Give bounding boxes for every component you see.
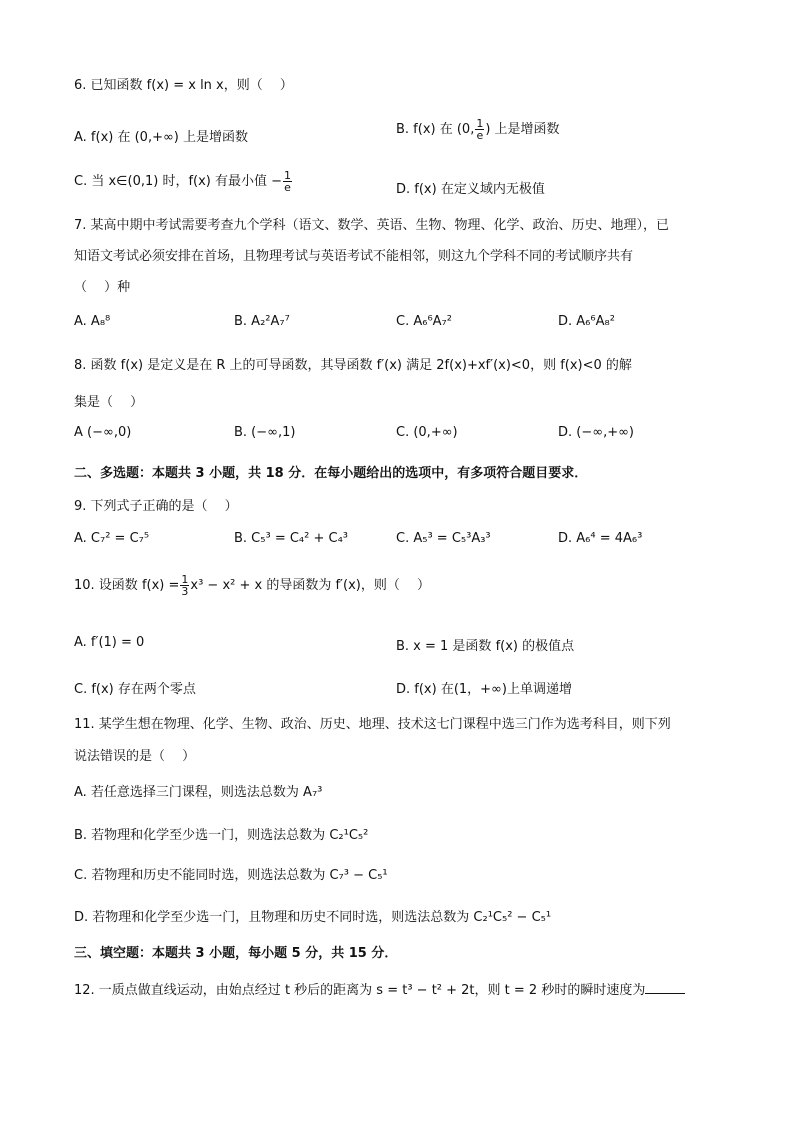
q6-option-c bbox=[74, 170, 293, 193]
fraction-numerator: 1 bbox=[476, 117, 484, 130]
fraction-numerator: 1 bbox=[181, 573, 189, 586]
q11-option-d: D. 若物理和化学至少选一门，且物理和历史不同时选，则选法总数为 C₂¹C₅² − C₅¹ bbox=[74, 910, 552, 925]
q7-stem-line2: 知语文考试必须安排在首场，且物理考试与英语考试不能相邻，则这九个学科不同的考试顺序共有 bbox=[74, 249, 634, 264]
q7-option-d: D. A₆⁶A₈² bbox=[558, 314, 615, 329]
q12-stem-text: 12. 一质点做直线运动，由始点经过 t 秒后的距离为 s = t³ − t² + 2t，则 t = 2 秒时的瞬时速度为 bbox=[74, 983, 646, 998]
q9-option-d: D. A₆⁴ = 4A₆³ bbox=[558, 531, 643, 546]
fraction-denominator: e bbox=[476, 129, 484, 142]
q6-option-c-pre: C. 当 x∈(0,1) 时，f(x) 有最小值 − bbox=[74, 174, 283, 189]
q8-option-d: D. (−∞,+∞) bbox=[558, 425, 634, 440]
q12-stem bbox=[74, 979, 720, 998]
q11-option-b: B. 若物理和化学至少选一门，则选法总数为 C₂¹C₅² bbox=[74, 828, 369, 843]
q10-stem bbox=[74, 574, 720, 597]
q10-stem-post: x³ − x² + x 的导函数为 f′(x)，则（ ） bbox=[190, 578, 430, 593]
q11-stem-line2: 说法错误的是（ ） bbox=[74, 749, 196, 764]
q8-option-a: A (−∞,0) bbox=[74, 425, 132, 440]
q7-option-c: C. A₆⁶A₇² bbox=[396, 314, 452, 329]
q8-option-c: C. (0,+∞) bbox=[396, 425, 458, 440]
q9-option-a: A. C₇² = C₇⁵ bbox=[74, 531, 150, 546]
q6-option-b-fraction bbox=[475, 118, 484, 141]
q11-option-c: C. 若物理和历史不能同时选，则选法总数为 C₇³ − C₅¹ bbox=[74, 868, 388, 883]
q9-option-b: B. C₅³ = C₄² + C₄³ bbox=[234, 531, 348, 546]
q8-stem-line2: 集是（ ） bbox=[74, 395, 144, 410]
q6-option-d: D. f(x) 在定义域内无极值 bbox=[396, 182, 545, 197]
q6-option-b bbox=[396, 118, 560, 141]
q10-stem-pre: 10. 设函数 f(x) = bbox=[74, 578, 180, 593]
q11-stem-line1: 11. 某学生想在物理、化学、生物、政治、历史、地理、技术这七门课程中选三门作为选考科目，则下列 bbox=[74, 717, 671, 732]
q10-option-a: A. f′(1) = 0 bbox=[74, 635, 145, 650]
q9-option-c: C. A₅³ = C₅³A₃³ bbox=[396, 531, 491, 546]
answer-blank[interactable] bbox=[645, 981, 685, 994]
q7-option-b: B. A₂²A₇⁷ bbox=[234, 314, 290, 329]
q6-option-a: A. f(x) 在 (0,+∞) 上是增函数 bbox=[74, 130, 249, 145]
q10-stem-fraction bbox=[180, 574, 189, 597]
q11-option-a: A. 若任意选择三门课程，则选法总数为 A₇³ bbox=[74, 785, 323, 800]
q6-option-b-post: ) 上是增函数 bbox=[485, 122, 560, 137]
q8-stem-line1: 8. 函数 f(x) 是定义是在 R 上的可导函数，其导函数 f′(x) 满足 2f(x)+xf′(x)<0，则 f(x)<0 的解 bbox=[74, 358, 632, 373]
fraction-denominator: 3 bbox=[181, 585, 189, 598]
q7-option-a: A. A₈⁸ bbox=[74, 314, 111, 329]
fraction-denominator: e bbox=[284, 181, 291, 194]
q7-stem-line1: 7. 某高中期中考试需要考查九个学科（语文、数学、英语、生物、物理、化学、政治、历史、地理），已 bbox=[74, 218, 670, 233]
q6-stem: 6. 已知函数 f(x) = x ln x，则（ ） bbox=[74, 78, 293, 93]
q10-option-d: D. f(x) 在(1，+∞)上单调递增 bbox=[396, 682, 572, 697]
q8-option-b: B. (−∞,1) bbox=[234, 425, 296, 440]
q6-option-b-pre: B. f(x) 在 (0, bbox=[396, 122, 475, 137]
q10-option-c: C. f(x) 存在两个零点 bbox=[74, 682, 196, 697]
q10-option-b: B. x = 1 是函数 f(x) 的极值点 bbox=[396, 639, 575, 654]
section-2-heading: 二、多选题：本题共 3 小题，共 18 分．在每小题给出的选项中，有多项符合题目要求． bbox=[74, 466, 588, 481]
q6-option-c-fraction bbox=[283, 170, 292, 193]
q7-stem-line3: （ ）种 bbox=[74, 280, 131, 295]
q9-stem: 9. 下列式子正确的是（ ） bbox=[74, 499, 238, 514]
section-3-heading: 三、填空题：本题共 3 小题，每小题 5 分，共 15 分． bbox=[74, 946, 398, 961]
fraction-numerator: 1 bbox=[284, 169, 292, 182]
